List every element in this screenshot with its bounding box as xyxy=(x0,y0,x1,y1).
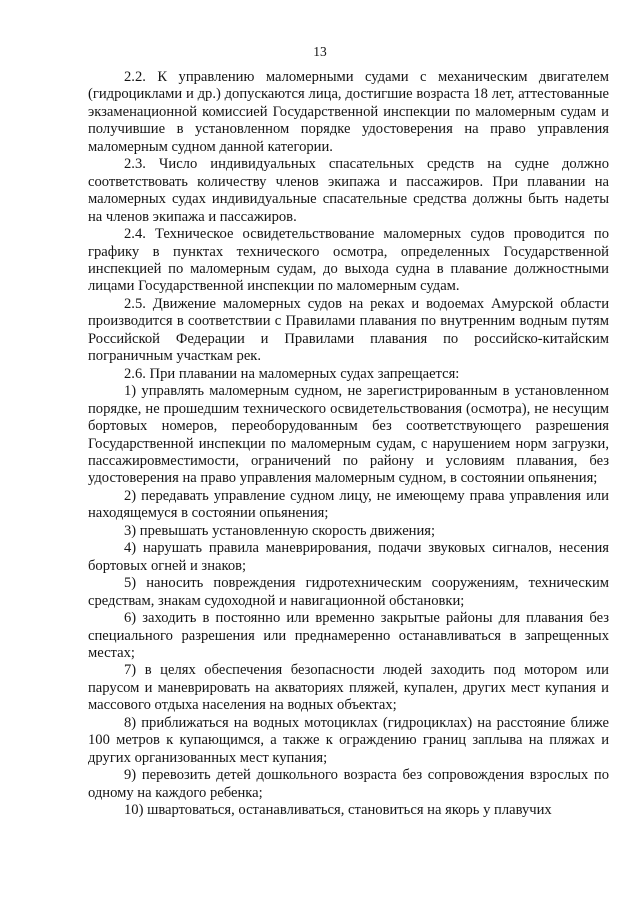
list-item-10: 10) швартоваться, останавливаться, становиться на якорь у плавучих xyxy=(124,802,552,819)
list-item-8: 8) приближаться на водных мотоциклах (гидроциклах) на расстояние ближе 100 метров к купающимся, а также к ограждению границ заплыва на пляжах и других организованных мест купания; xyxy=(88,714,609,766)
list-item-3: 3) превышать установленную скорость движения; xyxy=(124,522,436,539)
paragraph-2-3: 2.3. Число индивидуальных спасательных средств на судне должно соответствовать количеству членов экипажа и пассажиров. При плавании на маломерных судах индивидуальные спасательные средства должны быть надеты на членов экипажа и пассажиров. xyxy=(88,156,609,225)
list-item-4: 4) нарушать правила маневрирования, подачи звуковых сигналов, несения бортовых огней и знаков; xyxy=(88,540,609,574)
list-item-2: 2) передавать управление судном лицу, не имеющему права управления или находящемуся в состоянии опьянения; xyxy=(88,487,609,522)
list-item-1: 1) управлять маломерным судном, не зарегистрированным в установленном порядке, не прошедшим технического освидетельствования (осмотра), не несущим бортовых номеров, переоборудованным без соответствующего разрешения Государственной инспекции по маломерным судам, с нарушением норм загрузки, пассажировместимости, ограничений по району и условиям плавания, без удостоверения на право управления маломерным судном, в состоянии опьянения; xyxy=(88,383,609,487)
list-item-9: 9) перевозить детей дошкольного возраста без сопровождения взрослых по одному на каждого ребенка; xyxy=(88,767,609,801)
list-item-6: 6) заходить в постоянно или временно закрытые районы для плавания без специального разрешения или преднамеренно останавливаться в запрещенных местах; xyxy=(88,610,609,661)
list-item-5: 5) наносить повреждения гидротехническим сооружениям, техническим средствам, знакам судоходной и навигационной обстановки; xyxy=(88,575,609,609)
paragraph-2-4: 2.4. Техническое освидетельствование маломерных судов проводится по графику в пунктах технического осмотра, определенных Государственной инспекцией по маломерным судам, до выхода судна в плавание должностными лицами Государственной инспекции по маломерным судам. xyxy=(88,226,609,295)
paragraph-2-6: 2.6. При плавании на маломерных судах запрещается: xyxy=(124,365,460,382)
list-item-7: 7) в целях обеспечения безопасности людей заходить под мотором или парусом и маневрировать на акваториях пляжей, купален, других мест купания и массового отдыха населения на водных объектах; xyxy=(88,662,609,714)
paragraph-2-5: 2.5. Движение маломерных судов на реках и водоемах Амурской области производится в соответствии с Правилами плавания по внутренним водным путям Российской Федерации и Правилами плавания по российско-китайским пограничным участкам рек. xyxy=(88,295,609,365)
body-text xyxy=(88,69,609,819)
paragraph-2-2: 2.2. К управлению маломерными судами с механическим двигателем (гидроциклами и др.) допускаются лица, достигшие возраста 18 лет, аттестованные экзаменационной комиссией Государственной инспекции по маломерным судам и получившие в установленном порядке удостоверения на право управления маломерным судном данной категории. xyxy=(88,69,609,155)
page-number: 13 xyxy=(313,44,327,59)
